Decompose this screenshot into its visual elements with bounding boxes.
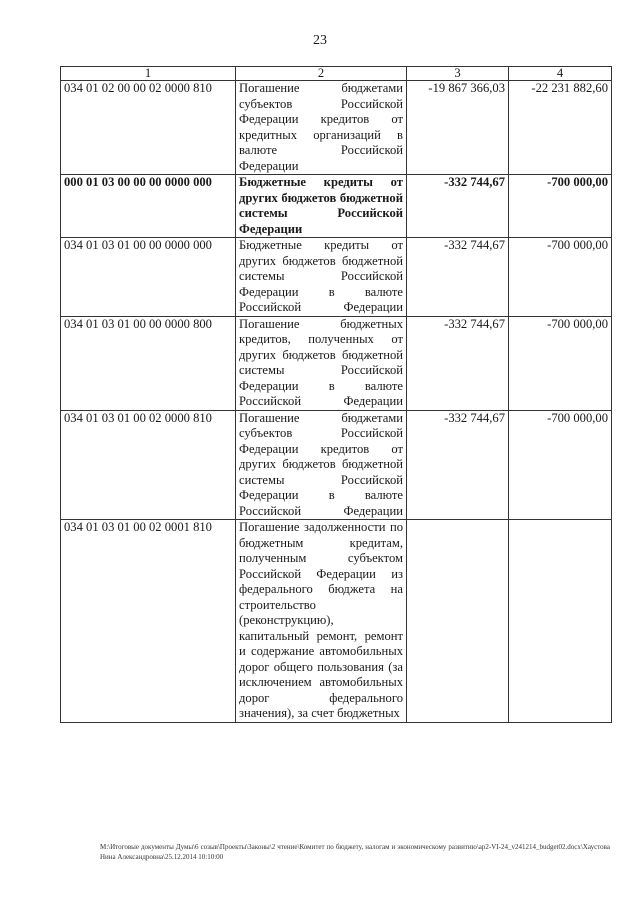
row-description: Погашение задолженности по бюджетным кредитам, полученным субъектом Российской Федерации из федерального бюджета на строительство (реконструкцию), капитальный ремонт, ремонт и содержание автомобильных дорог общего пользования (за исключением автомобильных дорог федерального значения), за счет бюджетных — [236, 520, 407, 723]
table-row — [61, 81, 612, 175]
budget-code: 034 01 03 01 00 02 0000 810 — [61, 410, 236, 520]
amount-col4: -700 000,00 — [509, 410, 612, 520]
amount-col3: -332 744,67 — [407, 410, 509, 520]
amount-col4: -700 000,00 — [509, 316, 612, 410]
table-row — [61, 238, 612, 317]
column-header-3: 3 — [407, 67, 509, 81]
budget-code: 034 01 03 01 00 00 0000 000 — [61, 238, 236, 317]
column-header-1: 1 — [61, 67, 236, 81]
amount-col3: -332 744,67 — [407, 238, 509, 317]
table-row — [61, 175, 612, 238]
amount-col3: -332 744,67 — [407, 316, 509, 410]
column-header-4: 4 — [509, 67, 612, 81]
row-description: Бюджетные кредиты от других бюджетов бюджетной системы Российской Федерации в валюте Российской Федерации — [236, 238, 407, 317]
row-description: Бюджетные кредиты от других бюджетов бюджетной системы Российской Федерации — [236, 175, 407, 238]
page-number: 23 — [313, 33, 327, 48]
amount-col4: -700 000,00 — [509, 238, 612, 317]
column-header-2: 2 — [236, 67, 407, 81]
amount-col3: -332 744,67 — [407, 175, 509, 238]
budget-code: 034 01 03 01 00 00 0000 800 — [61, 316, 236, 410]
row-description: Погашение бюджетами субъектов Российской Федерации кредитов от других бюджетов бюджетной системы Российской Федерации в валюте Российской Федерации — [236, 410, 407, 520]
amount-col4 — [509, 520, 612, 723]
amount-col3 — [407, 520, 509, 723]
row-description: Погашение бюджетных кредитов, полученных от других бюджетов бюджетной системы Российской Федерации в валюте Российской Федерации — [236, 316, 407, 410]
row-description: Погашение бюджетами субъектов Российской Федерации кредитов от кредитных организаций в валюте Российской Федерации — [236, 81, 407, 175]
budget-code: 034 01 03 01 00 02 0001 810 — [61, 520, 236, 723]
table-row — [61, 410, 612, 520]
table-row — [61, 520, 612, 723]
table-header-row — [61, 67, 612, 81]
amount-col4: -22 231 882,60 — [509, 81, 612, 175]
budget-table — [60, 66, 612, 723]
amount-col4: -700 000,00 — [509, 175, 612, 238]
table-row — [61, 316, 612, 410]
amount-col3: -19 867 366,03 — [407, 81, 509, 175]
document-path-footer: M:\Итоговые документы Думы\6 созыв\Проекты\Законы\2 чтение\Комитет по бюджету, налогам и экономическому развитию\ар2-VI-24_v241214_budget02.docx\Хаустова Нина Александровна\25.12.2014 10:10:00 — [100, 843, 610, 861]
budget-code: 034 01 02 00 00 02 0000 810 — [61, 81, 236, 175]
budget-code: 000 01 03 00 00 00 0000 000 — [61, 175, 236, 238]
